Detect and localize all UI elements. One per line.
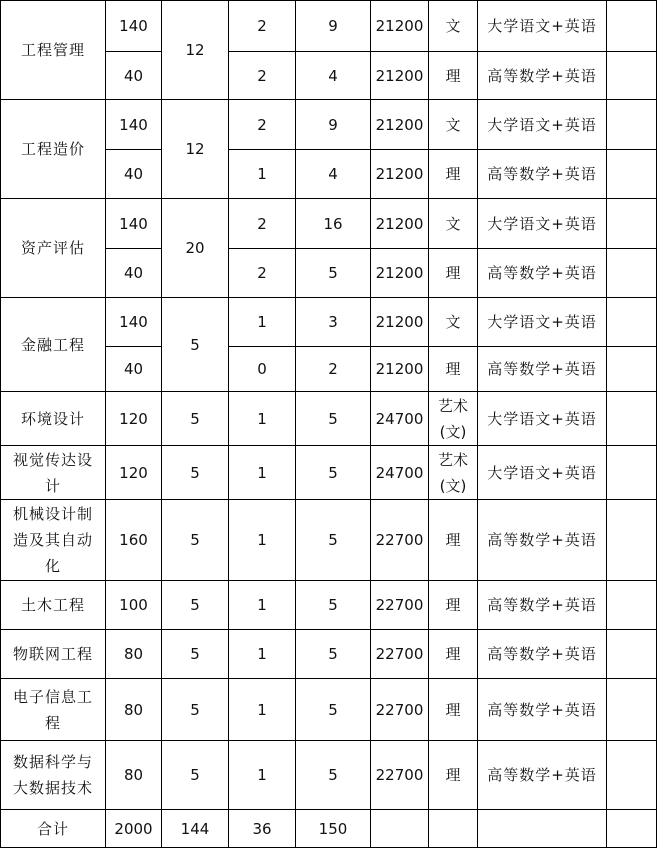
subject-type: 文 xyxy=(429,298,478,347)
subject-type: 理 xyxy=(429,630,478,679)
total-plan: 144 xyxy=(162,810,229,848)
remarks xyxy=(607,679,657,741)
subject-type: 理 xyxy=(429,52,478,100)
table-row xyxy=(1,199,657,249)
name-line-2: 大数据技术 xyxy=(12,779,93,797)
count-b: 9 xyxy=(296,100,371,150)
plan-count: 5 xyxy=(162,446,229,500)
total-count-b: 150 xyxy=(296,810,371,848)
count-a: 1 xyxy=(229,392,296,446)
exam-subjects: 大学语文+英语 xyxy=(478,446,607,500)
subject-line-1: 艺术 xyxy=(437,450,468,469)
enroll-count: 120 xyxy=(106,392,162,446)
exam-subjects: 高等数学+英语 xyxy=(478,150,607,199)
total-enroll: 2000 xyxy=(106,810,162,848)
enroll-count: 40 xyxy=(106,150,162,199)
tuition: 21200 xyxy=(371,52,429,100)
tuition: 21200 xyxy=(371,1,429,52)
remarks xyxy=(607,52,657,100)
table-row xyxy=(1,679,657,741)
total-exam xyxy=(478,810,607,848)
tuition: 24700 xyxy=(371,446,429,500)
subject-type: 文 xyxy=(429,1,478,52)
major-name: 金融工程 xyxy=(1,298,106,392)
name-line-2: 造及其自动 xyxy=(12,531,93,549)
total-subject xyxy=(429,810,478,848)
remarks xyxy=(607,298,657,347)
count-b: 5 xyxy=(296,630,371,679)
tuition: 22700 xyxy=(371,630,429,679)
remarks xyxy=(607,581,657,630)
tuition: 21200 xyxy=(371,249,429,298)
major-name: 工程管理 xyxy=(1,1,106,100)
major-name: 土木工程 xyxy=(1,581,106,630)
subject-line-2: (文) xyxy=(439,476,467,495)
tuition: 21200 xyxy=(371,298,429,347)
table-row xyxy=(1,1,657,52)
exam-subjects: 大学语文+英语 xyxy=(478,392,607,446)
major-name xyxy=(1,741,106,810)
subject-line-2: (文) xyxy=(439,422,467,441)
count-a: 1 xyxy=(229,679,296,741)
enroll-count: 120 xyxy=(106,446,162,500)
name-line-3: 化 xyxy=(44,557,61,575)
count-a: 2 xyxy=(229,249,296,298)
count-b: 5 xyxy=(296,741,371,810)
subject-type: 理 xyxy=(429,581,478,630)
major-name: 工程造价 xyxy=(1,100,106,199)
subject-type: 理 xyxy=(429,500,478,581)
enroll-count: 40 xyxy=(106,347,162,392)
plan-count: 5 xyxy=(162,741,229,810)
plan-count: 5 xyxy=(162,392,229,446)
subject-type: 理 xyxy=(429,249,478,298)
total-label: 合计 xyxy=(1,810,106,848)
name-line-1: 电子信息工 xyxy=(12,687,93,706)
remarks xyxy=(607,100,657,150)
table-row xyxy=(1,500,657,581)
subject-type: 理 xyxy=(429,150,478,199)
exam-subjects: 高等数学+英语 xyxy=(478,500,607,581)
count-a: 1 xyxy=(229,581,296,630)
tuition: 21200 xyxy=(371,347,429,392)
remarks xyxy=(607,741,657,810)
plan-count: 5 xyxy=(162,500,229,581)
count-b: 5 xyxy=(296,249,371,298)
remarks xyxy=(607,392,657,446)
total-row xyxy=(1,810,657,848)
table-row xyxy=(1,392,657,446)
subject-type: 理 xyxy=(429,741,478,810)
count-b: 4 xyxy=(296,52,371,100)
tuition: 21200 xyxy=(371,150,429,199)
count-b: 2 xyxy=(296,347,371,392)
count-a: 1 xyxy=(229,741,296,810)
enroll-count: 80 xyxy=(106,679,162,741)
remarks xyxy=(607,1,657,52)
count-b: 3 xyxy=(296,298,371,347)
count-a: 2 xyxy=(229,1,296,52)
exam-subjects: 高等数学+英语 xyxy=(478,630,607,679)
enroll-count: 80 xyxy=(106,741,162,810)
name-line-1: 机械设计制 xyxy=(12,505,93,523)
total-remarks xyxy=(607,810,657,848)
name-line-2: 计 xyxy=(44,476,61,495)
subject-line-1: 艺术 xyxy=(437,396,468,415)
table-row xyxy=(1,100,657,150)
major-name xyxy=(1,500,106,581)
table-row xyxy=(1,298,657,347)
count-b: 9 xyxy=(296,1,371,52)
major-name: 资产评估 xyxy=(1,199,106,298)
count-a: 0 xyxy=(229,347,296,392)
exam-subjects: 大学语文+英语 xyxy=(478,199,607,249)
enroll-count: 160 xyxy=(106,500,162,581)
tuition: 24700 xyxy=(371,392,429,446)
remarks xyxy=(607,630,657,679)
remarks xyxy=(607,199,657,249)
plan-count: 20 xyxy=(162,199,229,298)
plan-count: 12 xyxy=(162,1,229,100)
count-a: 2 xyxy=(229,100,296,150)
table-row xyxy=(1,581,657,630)
enroll-count: 140 xyxy=(106,1,162,52)
tuition: 22700 xyxy=(371,581,429,630)
subject-type: 文 xyxy=(429,100,478,150)
subject-type xyxy=(429,446,478,500)
exam-subjects: 高等数学+英语 xyxy=(478,679,607,741)
remarks xyxy=(607,347,657,392)
exam-subjects: 高等数学+英语 xyxy=(478,52,607,100)
tuition: 21200 xyxy=(371,100,429,150)
plan-count: 5 xyxy=(162,630,229,679)
count-b: 5 xyxy=(296,581,371,630)
major-name xyxy=(1,679,106,741)
exam-subjects: 大学语文+英语 xyxy=(478,100,607,150)
remarks xyxy=(607,500,657,581)
enroll-count: 40 xyxy=(106,249,162,298)
enroll-count: 40 xyxy=(106,52,162,100)
tuition: 22700 xyxy=(371,679,429,741)
enroll-count: 80 xyxy=(106,630,162,679)
subject-type: 理 xyxy=(429,347,478,392)
count-b: 4 xyxy=(296,150,371,199)
name-line-1: 数据科学与 xyxy=(12,753,93,771)
total-tuition xyxy=(371,810,429,848)
count-b: 5 xyxy=(296,500,371,581)
table-row xyxy=(1,630,657,679)
total-count-a: 36 xyxy=(229,810,296,848)
count-b: 5 xyxy=(296,446,371,500)
tuition: 22700 xyxy=(371,500,429,581)
plan-count: 12 xyxy=(162,100,229,199)
count-a: 1 xyxy=(229,446,296,500)
plan-count: 5 xyxy=(162,581,229,630)
plan-count: 5 xyxy=(162,298,229,392)
count-a: 2 xyxy=(229,52,296,100)
count-b: 16 xyxy=(296,199,371,249)
plan-count: 5 xyxy=(162,679,229,741)
major-name: 环境设计 xyxy=(1,392,106,446)
name-line-2: 程 xyxy=(44,713,61,732)
remarks xyxy=(607,446,657,500)
enroll-count: 140 xyxy=(106,100,162,150)
count-a: 1 xyxy=(229,150,296,199)
remarks xyxy=(607,150,657,199)
enroll-count: 140 xyxy=(106,298,162,347)
enroll-count: 140 xyxy=(106,199,162,249)
major-name xyxy=(1,446,106,500)
count-a: 1 xyxy=(229,500,296,581)
exam-subjects: 高等数学+英语 xyxy=(478,249,607,298)
subject-type xyxy=(429,392,478,446)
name-line-1: 视觉传达设 xyxy=(12,450,93,469)
count-a: 1 xyxy=(229,298,296,347)
exam-subjects: 大学语文+英语 xyxy=(478,1,607,52)
tuition: 21200 xyxy=(371,199,429,249)
count-b: 5 xyxy=(296,679,371,741)
exam-subjects: 大学语文+英语 xyxy=(478,298,607,347)
exam-subjects: 高等数学+英语 xyxy=(478,741,607,810)
subject-type: 文 xyxy=(429,199,478,249)
exam-subjects: 高等数学+英语 xyxy=(478,581,607,630)
exam-subjects: 高等数学+英语 xyxy=(478,347,607,392)
enroll-count: 100 xyxy=(106,581,162,630)
count-a: 2 xyxy=(229,199,296,249)
tuition: 22700 xyxy=(371,741,429,810)
subject-type: 理 xyxy=(429,679,478,741)
table-row xyxy=(1,741,657,810)
major-name: 物联网工程 xyxy=(1,630,106,679)
count-b: 5 xyxy=(296,392,371,446)
remarks xyxy=(607,249,657,298)
table-row xyxy=(1,446,657,500)
count-a: 1 xyxy=(229,630,296,679)
